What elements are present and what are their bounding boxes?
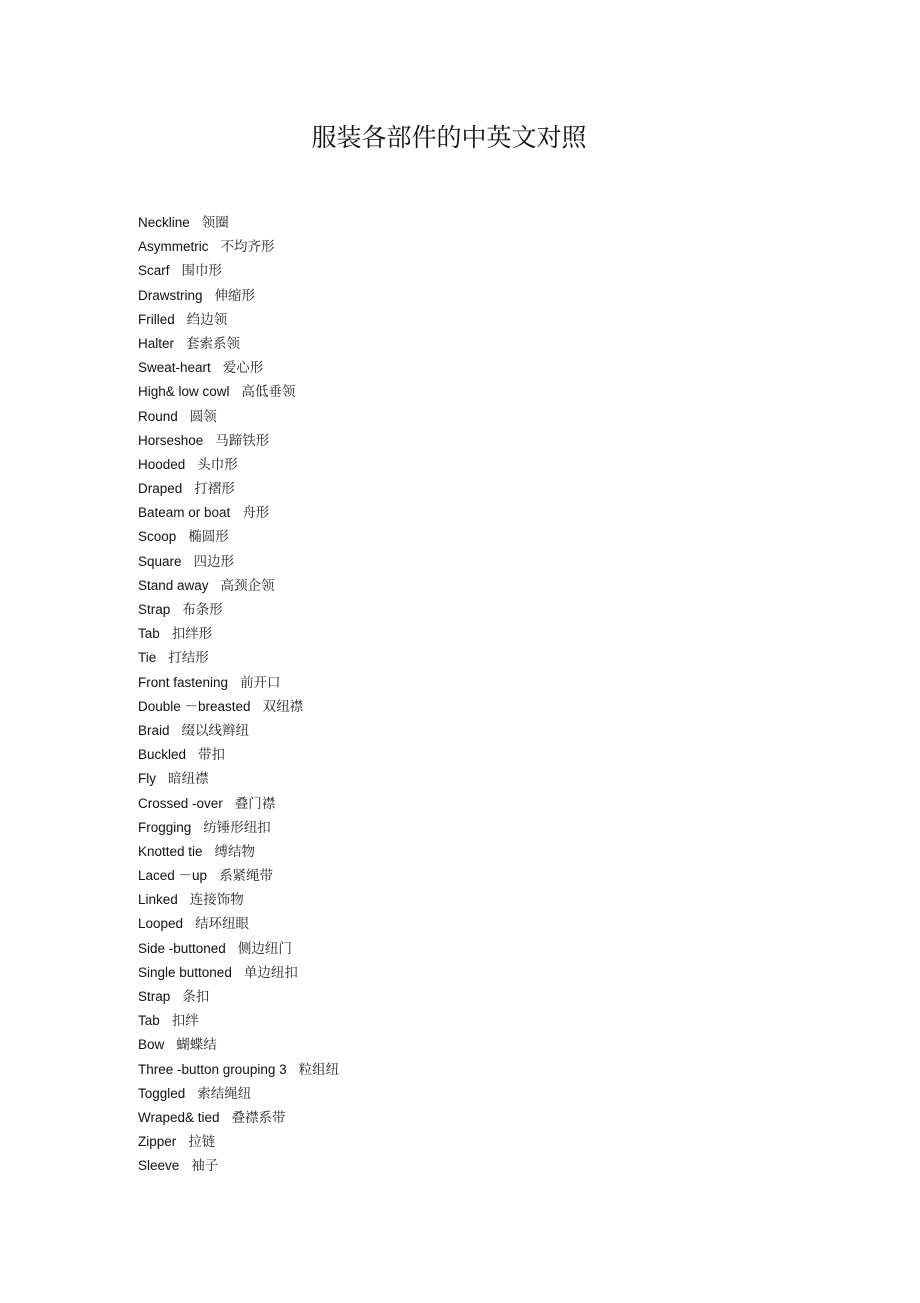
chinese-term: 扣绊形 (171, 626, 213, 643)
glossary-entry (138, 1082, 339, 1106)
english-term: Scarf (138, 263, 170, 279)
english-term: Strap (138, 602, 171, 617)
english-term: Frogging (138, 819, 192, 835)
glossary-entry (138, 477, 339, 501)
glossary-entry (138, 888, 339, 912)
english-term: Sweat-heart (138, 360, 211, 376)
chinese-term: 套索系领 (186, 335, 241, 352)
chinese-term: 结环纽眼 (195, 916, 250, 933)
chinese-term: 不均齐形 (220, 239, 275, 256)
english-term: Bow (138, 1037, 165, 1053)
glossary-entry (138, 501, 339, 525)
english-term: Laced －up (138, 868, 208, 884)
glossary-entry (138, 961, 339, 985)
english-term: Linked (138, 892, 178, 908)
glossary-entry (138, 646, 339, 670)
chinese-term: 粒组纽 (298, 1061, 340, 1078)
chinese-term: 连接饰物 (189, 892, 244, 909)
glossary-entry (138, 1009, 339, 1033)
english-term: Buckled (138, 747, 187, 763)
chinese-term: 围巾形 (181, 263, 223, 280)
chinese-term: 高颈企领 (220, 577, 275, 594)
glossary-entry (138, 356, 339, 380)
chinese-term: 头巾形 (197, 456, 238, 473)
english-term: Zipper (138, 1134, 177, 1150)
english-term: Bateam or boat (138, 505, 231, 521)
english-term: Single buttoned (138, 964, 232, 980)
glossary-entry (138, 912, 339, 936)
english-term: Toggled (138, 1085, 186, 1101)
glossary-entry (138, 598, 339, 622)
english-term: Fly (138, 771, 156, 787)
english-term: Round (138, 408, 178, 424)
glossary-entry (138, 816, 339, 840)
glossary-entry (138, 574, 339, 598)
english-term: Double －breasted (138, 698, 251, 714)
glossary-entry (138, 840, 339, 864)
chinese-term: 打褶形 (194, 481, 235, 498)
chinese-term: 前开口 (240, 674, 281, 691)
english-term: Looped (138, 916, 184, 932)
glossary-entry (138, 1154, 339, 1178)
english-term: Side -buttoned (138, 940, 226, 956)
glossary-list (138, 211, 339, 1179)
glossary-entry (138, 792, 339, 816)
english-term: Halter (138, 335, 175, 351)
glossary-entry (138, 429, 339, 453)
chinese-term: 袖子 (191, 1158, 219, 1175)
chinese-term: 圆领 (189, 408, 217, 425)
english-term: High& low cowl (138, 384, 230, 400)
chinese-term: 拉链 (188, 1134, 216, 1151)
glossary-entry (138, 380, 339, 404)
chinese-term: 打结形 (168, 650, 209, 667)
chinese-term: 椭圆形 (188, 529, 229, 546)
english-term: Strap (138, 989, 171, 1004)
chinese-term: 暗纽襟 (168, 771, 209, 788)
english-term: Sleeve (138, 1158, 180, 1174)
chinese-term: 叠门襟 (234, 795, 276, 812)
english-term: Front fastening (138, 674, 229, 690)
glossary-entry (138, 864, 339, 888)
glossary-entry (138, 1058, 339, 1082)
chinese-term: 绉边领 (186, 311, 228, 328)
english-term: Horseshoe (138, 432, 204, 448)
glossary-entry (138, 259, 339, 283)
glossary-entry (138, 235, 339, 259)
glossary-entry (138, 1033, 339, 1057)
glossary-entry (138, 937, 339, 961)
english-term: Stand away (138, 577, 209, 593)
glossary-entry (138, 332, 339, 356)
glossary-entry (138, 405, 339, 429)
english-term: Tab (138, 1013, 160, 1029)
english-term: Tab (138, 626, 160, 642)
chinese-term: 蝴蝶结 (176, 1037, 217, 1054)
glossary-entry (138, 211, 339, 235)
glossary-entry (138, 1106, 339, 1130)
glossary-entry (138, 695, 339, 719)
english-term: Asymmetric (138, 239, 209, 255)
english-term: Draped (138, 481, 183, 497)
glossary-entry (138, 719, 339, 743)
chinese-term: 纺锤形纽扣 (203, 819, 271, 836)
english-term: Knotted tie (138, 843, 203, 859)
chinese-term: 单边纽扣 (243, 964, 298, 981)
glossary-entry (138, 284, 339, 308)
chinese-term: 领圈 (201, 215, 229, 231)
glossary-entry (138, 308, 339, 332)
english-term: Tie (138, 650, 157, 666)
page-title: 服装各部件的中英文对照 (311, 123, 587, 152)
glossary-entry (138, 1130, 339, 1154)
chinese-term: 爱心形 (222, 360, 264, 377)
chinese-term: 双纽襟 (262, 698, 304, 715)
chinese-term: 叠襟系带 (231, 1109, 286, 1126)
glossary-entry (138, 622, 339, 646)
chinese-term: 舟形 (242, 505, 270, 522)
chinese-term: 马蹄铁形 (215, 432, 270, 449)
glossary-entry (138, 550, 339, 574)
chinese-term: 带扣 (198, 747, 226, 764)
chinese-term: 条扣 (182, 989, 210, 1005)
glossary-entry (138, 767, 339, 791)
english-term: Three -button grouping 3 (138, 1061, 287, 1077)
english-term: Scoop (138, 529, 177, 545)
english-term: Braid (138, 722, 170, 738)
glossary-entry (138, 453, 339, 477)
chinese-term: 侧边纽门 (237, 940, 292, 957)
chinese-term: 布条形 (182, 602, 223, 618)
chinese-term: 缚结物 (214, 843, 256, 860)
english-term: Wraped& tied (138, 1109, 220, 1125)
chinese-term: 扣绊 (171, 1013, 199, 1030)
chinese-term: 伸缩形 (214, 287, 256, 304)
glossary-entry (138, 985, 339, 1009)
english-term: Neckline (138, 215, 190, 230)
glossary-entry (138, 525, 339, 549)
english-term: Square (138, 553, 182, 569)
english-term: Frilled (138, 311, 175, 327)
chinese-term: 系紧绳带 (219, 868, 274, 885)
english-term: Crossed -over (138, 795, 223, 811)
english-term: Hooded (138, 456, 186, 472)
chinese-term: 索结绳纽 (197, 1085, 252, 1102)
english-term: Drawstring (138, 287, 203, 303)
glossary-entry (138, 671, 339, 695)
chinese-term: 缀以线辫纽 (181, 722, 250, 739)
chinese-term: 高低垂领 (241, 384, 296, 401)
glossary-entry (138, 743, 339, 767)
chinese-term: 四边形 (193, 553, 235, 570)
